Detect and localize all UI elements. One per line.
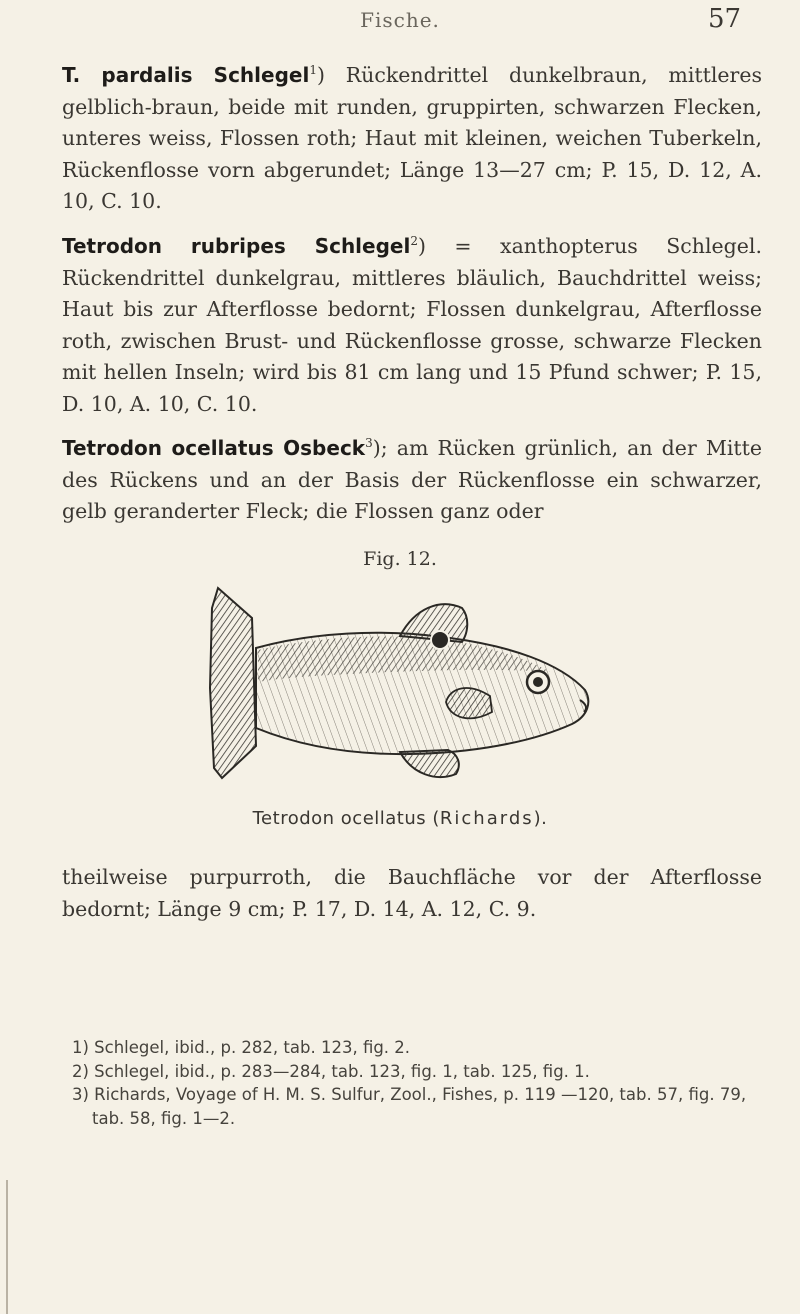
entry-ocellatus [62, 433, 762, 528]
pectoral-fin [446, 688, 492, 718]
footnote-ref[interactable]: 1 [309, 63, 317, 78]
ocellus-spot [431, 631, 449, 649]
continuation-text: theilweise purpurroth, die Bauchfläche vor der Afterflosse bedornt; Länge 9 cm; P. 17, D. 14, A. 12, C. 9. [62, 865, 762, 921]
footnote-ref[interactable]: 3 [365, 436, 373, 451]
figure-caption: Tetrodon ocellatus (Richards). [252, 808, 548, 829]
entry-text: ) Rückendrittel dunkelbraun, mittleres gelblich-braun, beide mit runden, gruppirten, schwarzen Flecken, unteres weiss, Flossen roth; Haut mit kleinen, weichen Tuberkeln, Rückenflosse vorn abgerundet; Länge 13—27 cm; P. 15, D. 12, A. 10, C. 10. [62, 63, 762, 213]
entry-pardalis [62, 60, 762, 218]
footnote-3: 3) Richards, Voyage of H. M. S. Sulfur, Zool., Fishes, p. 119 —120, tab. 57, fig. 79, tab. 58, fig. 1—2. [72, 1085, 747, 1128]
fish-illustration [200, 578, 600, 790]
species-name: Tetrodon rubripes Schlegel [62, 234, 411, 258]
entry-text: ) = xanthopterus Schlegel. Rückendrittel dunkelgrau, mittleres bläulich, Bauchdrittel weiss; Haut bis zur Afterflosse bedornt; Flossen dunkelgrau, Afterflosse roth, zwischen Brust- und Rückenflosse grosse, schwarze Flecken mit hellen Inseln; wird bis 81 cm lang und 15 Pfund schwer; P. 15, D. 10, A. 10, C. 10. [62, 234, 762, 416]
margin-rule [6, 1180, 8, 1314]
entry-rubripes [62, 231, 762, 420]
footnotes [62, 1036, 762, 1130]
footnote-1: 1) Schlegel, ibid., p. 282, tab. 123, fig. 2. [72, 1038, 411, 1057]
species-name: T. pardalis Schlegel [62, 63, 310, 87]
footnote-ref[interactable]: 2 [410, 234, 418, 249]
figure-label: Fig. 12. [363, 548, 437, 570]
entry-text: ); am Rücken grünlich, an der Mitte des Rückens und an der Basis der Rückenflosse ein schwarzer, gelb geranderter Fleck; die Flossen ganz oder [62, 436, 762, 523]
species-name: Tetrodon ocellatus Osbeck [62, 436, 366, 460]
page-number: 57 [708, 4, 742, 34]
footnote-2: 2) Schlegel, ibid., p. 283—284, tab. 123, fig. 1, tab. 125, fig. 1. [72, 1061, 590, 1081]
anal-fin [400, 750, 459, 777]
running-header: Fische. [360, 8, 440, 32]
tail-fin [210, 588, 256, 778]
